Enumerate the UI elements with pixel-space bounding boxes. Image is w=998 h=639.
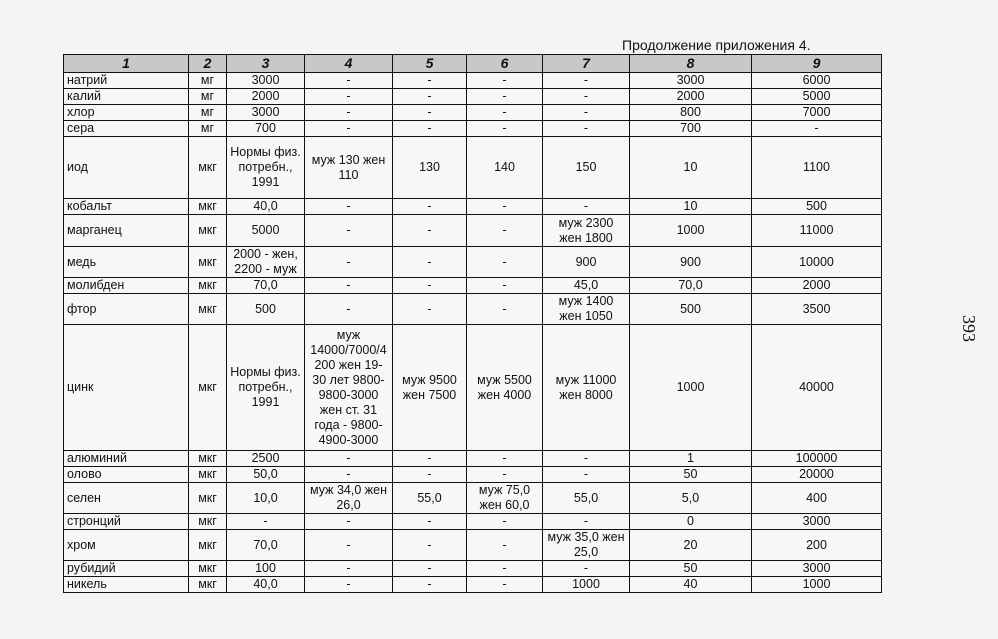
table-cell: 10 xyxy=(630,199,752,215)
table-cell: 5,0 xyxy=(630,483,752,514)
table-cell: 20 xyxy=(630,530,752,561)
element-name-cell: алюминий xyxy=(64,451,189,467)
element-name-cell: молибден xyxy=(64,278,189,294)
table-cell: муж 75,0 жен 60,0 xyxy=(467,483,543,514)
table-cell: 1100 xyxy=(752,137,882,199)
column-header: 8 xyxy=(630,55,752,73)
table-cell: - xyxy=(467,530,543,561)
table-cell: мкг xyxy=(189,247,227,278)
table-cell: 3500 xyxy=(752,294,882,325)
column-header: 2 xyxy=(189,55,227,73)
table-cell: мкг xyxy=(189,514,227,530)
table-cell: 11000 xyxy=(752,215,882,247)
column-header: 5 xyxy=(393,55,467,73)
table-cell: - xyxy=(393,89,467,105)
element-name-cell: стронций xyxy=(64,514,189,530)
table-cell: мкг xyxy=(189,278,227,294)
table-cell: - xyxy=(393,105,467,121)
table-cell: 55,0 xyxy=(543,483,630,514)
table-cell: - xyxy=(305,577,393,593)
table-cell: - xyxy=(467,467,543,483)
table-row xyxy=(64,105,882,121)
table-row xyxy=(64,247,882,278)
table-cell: 100000 xyxy=(752,451,882,467)
table-cell: - xyxy=(305,530,393,561)
table-cell: 3000 xyxy=(227,73,305,89)
table-row xyxy=(64,325,882,451)
table-cell: - xyxy=(393,467,467,483)
table-cell: 40,0 xyxy=(227,577,305,593)
element-name-cell: хлор xyxy=(64,105,189,121)
table-cell: - xyxy=(305,561,393,577)
table-cell: муж 35,0 жен 25,0 xyxy=(543,530,630,561)
element-name-cell: хром xyxy=(64,530,189,561)
table-cell: 50,0 xyxy=(227,467,305,483)
table-cell: 900 xyxy=(543,247,630,278)
table-cell: мг xyxy=(189,121,227,137)
element-name-cell: калий xyxy=(64,89,189,105)
table-cell: 800 xyxy=(630,105,752,121)
table-cell: 100 xyxy=(227,561,305,577)
table-cell: - xyxy=(305,73,393,89)
table-row xyxy=(64,577,882,593)
table-cell: 140 xyxy=(467,137,543,199)
table-cell: - xyxy=(393,294,467,325)
table-cell: - xyxy=(393,199,467,215)
table-cell: муж 9500 жен 7500 xyxy=(393,325,467,451)
table-cell: - xyxy=(305,121,393,137)
table-cell: - xyxy=(467,215,543,247)
table-cell: - xyxy=(543,73,630,89)
table-row xyxy=(64,73,882,89)
table-cell: - xyxy=(305,451,393,467)
table-cell: - xyxy=(543,105,630,121)
table-cell: 1000 xyxy=(630,215,752,247)
table-cell: - xyxy=(393,530,467,561)
table-cell: 70,0 xyxy=(630,278,752,294)
table-cell: - xyxy=(752,121,882,137)
table-cell: муж 1400 жен 1050 xyxy=(543,294,630,325)
table-cell: 500 xyxy=(630,294,752,325)
table-cell: мкг xyxy=(189,483,227,514)
table-cell: - xyxy=(393,561,467,577)
table-cell: мг xyxy=(189,89,227,105)
table-row xyxy=(64,278,882,294)
table-cell: мкг xyxy=(189,561,227,577)
table-cell: - xyxy=(543,514,630,530)
table-cell: 0 xyxy=(630,514,752,530)
table-cell: - xyxy=(467,577,543,593)
table-cell: - xyxy=(467,73,543,89)
table-row xyxy=(64,294,882,325)
table-cell: 55,0 xyxy=(393,483,467,514)
table-cell: 200 xyxy=(752,530,882,561)
table-cell: муж 130 жен 110 xyxy=(305,137,393,199)
table-cell: 45,0 xyxy=(543,278,630,294)
table-cell: 400 xyxy=(752,483,882,514)
table-row xyxy=(64,514,882,530)
table-cell: - xyxy=(305,514,393,530)
table-cell: 70,0 xyxy=(227,530,305,561)
table-cell: 5000 xyxy=(227,215,305,247)
table-cell: 2000 - жен, 2200 - муж xyxy=(227,247,305,278)
table-cell: муж 11000 жен 8000 xyxy=(543,325,630,451)
table-cell: Нормы физ. потребн., 1991 xyxy=(227,137,305,199)
table-cell: - xyxy=(543,451,630,467)
table-header-row xyxy=(64,55,882,73)
table-cell: - xyxy=(305,105,393,121)
table-cell: мкг xyxy=(189,137,227,199)
table-cell: мкг xyxy=(189,294,227,325)
table-cell: - xyxy=(393,278,467,294)
table-row xyxy=(64,137,882,199)
table-row xyxy=(64,467,882,483)
table-cell: - xyxy=(393,514,467,530)
table-cell: 2000 xyxy=(752,278,882,294)
table-cell: 3000 xyxy=(752,561,882,577)
column-header: 1 xyxy=(64,55,189,73)
nutrient-table xyxy=(63,54,882,593)
table-cell: - xyxy=(467,561,543,577)
table-cell: - xyxy=(543,121,630,137)
table-cell: - xyxy=(467,247,543,278)
table-caption: Продолжение приложения 4. xyxy=(622,37,811,53)
element-name-cell: цинк xyxy=(64,325,189,451)
element-name-cell: фтор xyxy=(64,294,189,325)
element-name-cell: медь xyxy=(64,247,189,278)
table-cell: - xyxy=(393,121,467,137)
element-name-cell: рубидий xyxy=(64,561,189,577)
table-cell: - xyxy=(393,73,467,89)
table-row xyxy=(64,561,882,577)
element-name-cell: селен xyxy=(64,483,189,514)
table-cell: 20000 xyxy=(752,467,882,483)
table-cell: мкг xyxy=(189,577,227,593)
table-cell: - xyxy=(393,215,467,247)
table-cell: муж 5500 жен 4000 xyxy=(467,325,543,451)
column-header: 7 xyxy=(543,55,630,73)
table-row xyxy=(64,451,882,467)
table-cell: муж 14000/7000/4 200 жен 19-30 лет 9800-9800-3000 жен ст. 31 года - 9800-4900-3000 xyxy=(305,325,393,451)
table-cell: мкг xyxy=(189,467,227,483)
table-cell: 2000 xyxy=(227,89,305,105)
table-cell: 7000 xyxy=(752,105,882,121)
table-cell: - xyxy=(305,467,393,483)
table-cell: 10,0 xyxy=(227,483,305,514)
table-row xyxy=(64,121,882,137)
table-cell: 1000 xyxy=(543,577,630,593)
table-cell: 6000 xyxy=(752,73,882,89)
table-cell: 500 xyxy=(752,199,882,215)
table-cell: муж 34,0 жен 26,0 xyxy=(305,483,393,514)
table-cell: мкг xyxy=(189,325,227,451)
table-cell: 500 xyxy=(227,294,305,325)
table-cell: - xyxy=(543,89,630,105)
table-cell: мкг xyxy=(189,199,227,215)
table-cell: 700 xyxy=(227,121,305,137)
table-cell: 50 xyxy=(630,561,752,577)
table-cell: муж 2300 жен 1800 xyxy=(543,215,630,247)
table-cell: 1 xyxy=(630,451,752,467)
column-header: 3 xyxy=(227,55,305,73)
table-cell: - xyxy=(467,514,543,530)
element-name-cell: олово xyxy=(64,467,189,483)
table-cell: 10000 xyxy=(752,247,882,278)
table-row xyxy=(64,215,882,247)
table-cell: - xyxy=(467,199,543,215)
table-cell: - xyxy=(467,294,543,325)
table-cell: Нормы физ. потребн., 1991 xyxy=(227,325,305,451)
table-cell: - xyxy=(305,247,393,278)
element-name-cell: марганец xyxy=(64,215,189,247)
table-cell: мкг xyxy=(189,215,227,247)
table-cell: - xyxy=(227,514,305,530)
table-cell: - xyxy=(467,278,543,294)
table-cell: - xyxy=(305,278,393,294)
table-cell: - xyxy=(393,451,467,467)
column-header: 6 xyxy=(467,55,543,73)
table-cell: 700 xyxy=(630,121,752,137)
table-cell: - xyxy=(467,105,543,121)
page-number: 393 xyxy=(959,315,979,342)
table-cell: 50 xyxy=(630,467,752,483)
table-cell: 40 xyxy=(630,577,752,593)
table-cell: 2500 xyxy=(227,451,305,467)
table-cell: 40000 xyxy=(752,325,882,451)
table-cell: мкг xyxy=(189,451,227,467)
table-cell: - xyxy=(305,294,393,325)
element-name-cell: никель xyxy=(64,577,189,593)
column-header: 4 xyxy=(305,55,393,73)
table-cell: - xyxy=(393,247,467,278)
table-cell: 150 xyxy=(543,137,630,199)
table-cell: 130 xyxy=(393,137,467,199)
column-header: 9 xyxy=(752,55,882,73)
table-cell: - xyxy=(467,451,543,467)
element-name-cell: иод xyxy=(64,137,189,199)
element-name-cell: сера xyxy=(64,121,189,137)
table-cell: - xyxy=(543,199,630,215)
table-cell: - xyxy=(467,121,543,137)
table-row xyxy=(64,89,882,105)
table-cell: - xyxy=(543,467,630,483)
table-cell: 3000 xyxy=(752,514,882,530)
table-cell: - xyxy=(305,199,393,215)
table-cell: - xyxy=(305,215,393,247)
table-cell: 3000 xyxy=(630,73,752,89)
table-row xyxy=(64,199,882,215)
table-cell: - xyxy=(305,89,393,105)
table-cell: 1000 xyxy=(630,325,752,451)
table-cell: 3000 xyxy=(227,105,305,121)
table-cell: мкг xyxy=(189,530,227,561)
table-cell: 2000 xyxy=(630,89,752,105)
table-cell: - xyxy=(467,89,543,105)
table-cell: мг xyxy=(189,73,227,89)
table-cell: 10 xyxy=(630,137,752,199)
table-row xyxy=(64,483,882,514)
element-name-cell: кобальт xyxy=(64,199,189,215)
table-cell: - xyxy=(393,577,467,593)
table-cell: мг xyxy=(189,105,227,121)
table-cell: - xyxy=(543,561,630,577)
table-cell: 40,0 xyxy=(227,199,305,215)
table-cell: 1000 xyxy=(752,577,882,593)
table-row xyxy=(64,530,882,561)
table-body xyxy=(64,73,882,593)
table-cell: 5000 xyxy=(752,89,882,105)
element-name-cell: натрий xyxy=(64,73,189,89)
table-cell: 70,0 xyxy=(227,278,305,294)
table-cell: 900 xyxy=(630,247,752,278)
